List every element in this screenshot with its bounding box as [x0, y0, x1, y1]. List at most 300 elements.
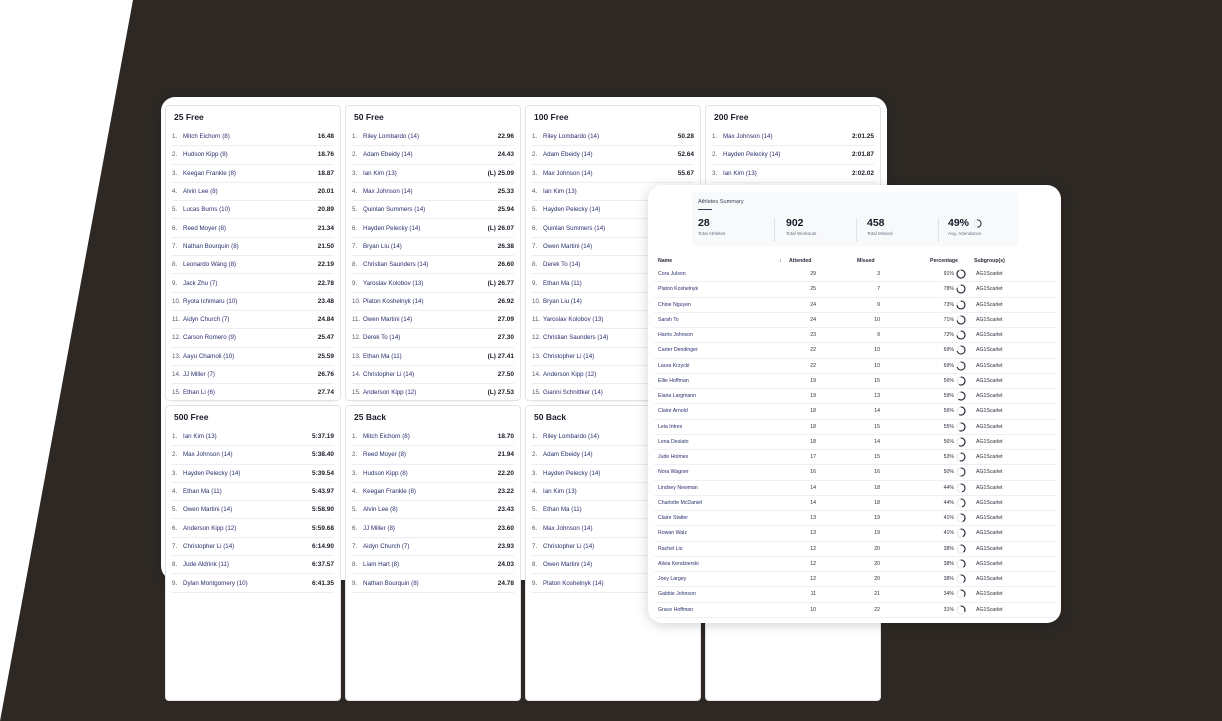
athlete-link[interactable]: Yaroslav Kolobov (13) [363, 279, 424, 287]
swim-time: 6:41.35 [311, 579, 334, 587]
athlete-link[interactable]: Max Johnson (14) [183, 451, 233, 459]
athlete-link[interactable]: Reed Moyer (8) [363, 451, 406, 459]
athlete-name: Platon Koshelnyk [658, 286, 699, 293]
divider [938, 218, 939, 242]
sort-arrow-icon[interactable]: ↓ [779, 258, 782, 264]
rank-number: 14. [352, 371, 361, 378]
athlete-link[interactable]: Owen Martini (14) [183, 506, 233, 514]
table-row[interactable] [654, 420, 1056, 435]
athlete-link[interactable]: JJ Miller (7) [183, 371, 215, 378]
column-percentage-header[interactable]: Percentage [930, 258, 958, 264]
athlete-link[interactable]: Ian Kim (13) [723, 169, 757, 177]
table-row[interactable] [654, 282, 1056, 297]
swim-time: 24.03 [497, 561, 514, 569]
progress-ring [956, 437, 966, 447]
athlete-name: Sarah To [658, 316, 679, 323]
swim-time: 27.74 [317, 389, 334, 397]
athlete-link[interactable]: Leonardo Wang (8) [183, 261, 237, 269]
attended-count: 16 [810, 469, 816, 476]
missed-count: 10 [874, 316, 880, 323]
subgroup-label: AG1Scarlet [976, 469, 1003, 476]
athlete-link[interactable]: Gianni Schnittker (14) [543, 389, 603, 397]
subgroup-label: AG1Scarlet [976, 454, 1003, 460]
leaderboard-row [352, 574, 514, 592]
athlete-link[interactable]: Mitch Eichorn (8) [363, 433, 410, 441]
athlete-link[interactable]: Nathan Bourquin (8) [183, 242, 239, 250]
athlete-link[interactable]: Adam Ebeidy (14) [543, 451, 593, 459]
table-row[interactable] [654, 435, 1056, 450]
subgroup-label: AG1Scarlet [976, 362, 1003, 369]
athlete-link[interactable]: Hayden Pelecky (14) [183, 469, 241, 477]
progress-ring-icon [956, 574, 966, 586]
missed-count: 16 [874, 469, 880, 476]
athlete-name: Charlotte McDaniel [658, 499, 703, 506]
leaderboard-row [172, 465, 334, 483]
event-card [345, 105, 521, 401]
rank-number: 8. [172, 561, 178, 569]
stat-total-missed [867, 217, 947, 236]
progress-ring [956, 422, 966, 432]
athlete-name: Ellie Hoffman [658, 377, 689, 384]
stat-value [948, 217, 1028, 229]
event-title: 100 Free [534, 112, 569, 122]
swim-time: 5:43.97 [311, 488, 334, 496]
progress-ring-icon [956, 315, 966, 327]
progress-ring-icon [956, 467, 966, 479]
table-row[interactable] [654, 328, 1056, 343]
athlete-link[interactable]: Max Johnson (14) [723, 133, 773, 141]
leaderboard-row [172, 311, 334, 329]
leaderboard-row [172, 238, 334, 256]
column-name-header[interactable]: Name [658, 258, 673, 264]
athlete-link[interactable]: Aayu Chamoli (10) [183, 352, 235, 360]
attended-count: 18 [810, 438, 816, 445]
attended-count: 14 [810, 484, 816, 491]
missed-count: 19 [874, 530, 880, 537]
athlete-link[interactable]: Ian Kim (13) [543, 188, 577, 196]
athlete-link[interactable]: Christopher Li (14) [363, 371, 415, 378]
column-missed-header[interactable]: Missed [857, 258, 875, 264]
attended-count: 29 [810, 271, 816, 277]
athlete-link[interactable]: Derek To (14) [363, 334, 401, 342]
rank-number: 15. [352, 389, 361, 397]
progress-ring-icon [956, 559, 966, 571]
rank-number: 9. [352, 579, 358, 587]
athlete-link[interactable]: Jude Aldrink (11) [183, 561, 229, 569]
missed-count: 18 [874, 484, 880, 491]
rank-number: 7. [532, 242, 538, 250]
athlete-name: Harris Johnson [658, 332, 693, 338]
subgroup-label: AG1Scarlet [976, 438, 1003, 445]
athlete-link[interactable]: Carson Romero (9) [183, 334, 236, 342]
rank-number: 9. [532, 279, 538, 287]
table-row[interactable] [654, 404, 1056, 419]
progress-ring [956, 406, 966, 416]
athlete-link[interactable]: Christopher Li (14) [543, 542, 595, 550]
ring-progress [961, 499, 965, 507]
athlete-link[interactable]: Ethan Ma (11) [183, 488, 222, 496]
swim-time: 23.22 [497, 488, 514, 496]
missed-count: 22 [874, 606, 880, 613]
stat-avg-attendance [948, 217, 1028, 236]
rank-number: 1. [712, 133, 718, 141]
table-row[interactable] [654, 450, 1056, 465]
athlete-link[interactable]: Ian Kim (13) [363, 169, 397, 177]
rank-number: 13. [352, 352, 361, 360]
leaderboard-row [172, 574, 334, 592]
subgroup-label: AG1Scarlet [976, 545, 1003, 552]
leaderboard-row [172, 556, 334, 574]
athlete-link[interactable]: Riley Lombardo (14) [363, 133, 420, 141]
rank-number: 7. [352, 242, 358, 250]
athlete-link[interactable]: Derek To (14) [543, 261, 581, 269]
table-row[interactable] [654, 313, 1056, 328]
table-row[interactable] [654, 572, 1056, 587]
percentage-value: 38% [943, 545, 954, 552]
rank-number: 1. [532, 133, 538, 141]
attended-count: 11 [810, 591, 816, 598]
athlete-link[interactable]: Keegan Frankle (8) [183, 169, 236, 177]
subgroup-label: AG1Scarlet [976, 286, 1003, 293]
percentage-value: 73% [943, 301, 954, 308]
table-row[interactable] [654, 298, 1056, 313]
stat-value: 28 [698, 217, 710, 229]
missed-count: 14 [874, 408, 880, 415]
athlete-link[interactable]: Owen Martini (14) [363, 316, 413, 324]
leaderboard-row [352, 501, 514, 519]
athlete-link[interactable]: Owen Martini (14) [543, 242, 593, 250]
event-title: 25 Free [174, 112, 204, 122]
table-row[interactable] [654, 343, 1056, 358]
stat-label: Total Athletes [698, 231, 726, 236]
percentage-value: 69% [943, 362, 954, 369]
rank-number: 12. [532, 334, 541, 342]
athlete-link[interactable]: Max Johnson (14) [543, 169, 593, 177]
progress-ring-icon [956, 483, 966, 495]
progress-ring-icon [956, 605, 966, 617]
athlete-link[interactable]: Quinlan Summers (14) [543, 224, 606, 232]
progress-ring-icon [956, 437, 966, 449]
athlete-link[interactable]: Adam Ebeidy (14) [543, 151, 593, 159]
athlete-link[interactable]: Quinlan Summers (14) [363, 206, 426, 214]
swim-time: 22.78 [317, 279, 334, 287]
progress-ring-icon [956, 422, 966, 434]
athlete-link[interactable]: Riley Lombardo (14) [543, 133, 600, 141]
athlete-link[interactable]: Christopher Li (14) [183, 542, 235, 550]
progress-ring-icon [956, 391, 966, 403]
table-row[interactable] [654, 526, 1056, 541]
athlete-link[interactable]: Christopher Li (14) [543, 352, 595, 360]
athlete-link[interactable]: Mitch Eichorn (8) [183, 133, 230, 141]
athlete-link[interactable]: Ian Kim (13) [543, 488, 577, 496]
athlete-link[interactable]: Lucas Burns (10) [183, 206, 231, 214]
table-row[interactable] [654, 359, 1056, 374]
athlete-name: Joey Largey [658, 576, 687, 582]
swim-time: 23.48 [317, 297, 334, 305]
rank-number: 7. [172, 542, 178, 550]
leaderboard-row [172, 329, 334, 347]
athlete-link[interactable]: Dylan Montgomery (10) [183, 579, 248, 587]
rank-number: 12. [352, 334, 361, 342]
progress-ring-icon [956, 330, 966, 342]
swim-time: 18.87 [317, 169, 334, 177]
swim-time: 2:02.02 [851, 169, 874, 177]
rank-number: 1. [532, 433, 538, 441]
subgroup-label: AG1Scarlet [976, 408, 1003, 415]
swim-time: 27.30 [497, 334, 514, 342]
athlete-link[interactable]: Anderson Kipp (12) [183, 524, 237, 532]
percentage-value: 41% [943, 530, 954, 537]
athlete-link[interactable]: Anderson Kipp (12) [543, 371, 597, 378]
percentage-value: 59% [943, 393, 954, 399]
progress-ring [956, 589, 966, 599]
swim-time: 22.96 [497, 133, 514, 141]
athlete-link[interactable]: Christian Saunders (14) [543, 334, 609, 342]
rank-number: 7. [172, 242, 178, 250]
leaderboard-row [712, 128, 874, 146]
leaderboard-row [712, 165, 874, 183]
table-row[interactable] [654, 267, 1056, 282]
rank-number: 9. [532, 579, 538, 587]
stat-total-workouts [786, 217, 866, 236]
rank-number: 4. [172, 188, 178, 196]
rank-number: 2. [352, 151, 358, 159]
missed-count: 20 [874, 545, 880, 552]
leaderboard-row [712, 146, 874, 164]
attended-count: 19 [810, 393, 816, 399]
table-row[interactable] [654, 496, 1056, 511]
attendance-table-body [654, 267, 1056, 623]
ring-progress [957, 270, 965, 278]
attended-count: 24 [810, 301, 816, 308]
progress-ring-icon [956, 284, 966, 296]
athlete-link[interactable]: Platon Koshelnyk (14) [363, 297, 424, 305]
progress-ring-icon [956, 513, 966, 525]
athlete-link[interactable]: Ian Kim (13) [183, 433, 217, 441]
subgroup-label: AG1Scarlet [976, 530, 1003, 537]
percentage-value: 53% [943, 454, 954, 460]
athlete-link[interactable]: Hayden Pelecky (14) [543, 469, 601, 477]
table-row[interactable] [654, 603, 1056, 618]
subgroup-label: AG1Scarlet [976, 316, 1003, 323]
athlete-link[interactable]: Owen Martini (14) [543, 561, 593, 569]
athlete-link[interactable]: Alvin Lee (8) [363, 506, 398, 514]
athlete-link[interactable]: Liam Hart (8) [363, 561, 400, 569]
attended-count: 17 [810, 454, 816, 460]
athlete-link[interactable]: Aidyn Church (7) [183, 316, 230, 324]
column-attended-header[interactable]: Attended [789, 258, 812, 264]
athlete-link[interactable]: Ethan Ma (11) [543, 506, 582, 514]
swim-time: 24.84 [317, 316, 334, 324]
swim-time: 20.01 [317, 188, 334, 196]
athlete-link[interactable]: Jack Zhu (7) [183, 279, 218, 287]
attended-count: 23 [810, 332, 816, 338]
event-title: 200 Free [714, 112, 749, 122]
divider [856, 218, 857, 242]
athlete-link[interactable]: Yaroslav Kolobov (13) [543, 316, 604, 324]
leaderboard-row [352, 293, 514, 311]
swim-time: 18.70 [497, 433, 514, 441]
progress-ring [956, 361, 966, 371]
attended-count: 18 [810, 423, 816, 430]
progress-ring-icon [956, 589, 966, 601]
attended-count: 22 [810, 347, 816, 354]
table-row[interactable] [654, 465, 1056, 480]
athlete-link[interactable]: Hayden Pelecky (14) [723, 151, 781, 159]
attended-count: 12 [810, 560, 816, 567]
rank-number: 3. [532, 469, 538, 477]
swim-time: 25.33 [497, 188, 514, 196]
leaderboard-row [352, 146, 514, 164]
swim-time: 5:38.40 [311, 451, 334, 459]
percentage-value: 44% [943, 484, 954, 491]
athlete-link[interactable]: Ethan Li (6) [183, 389, 215, 397]
athlete-name: Cora Julson [658, 271, 686, 277]
percentage-value: 44% [943, 499, 954, 506]
rank-number: 1. [352, 433, 358, 441]
percentage-value: 41% [943, 515, 954, 521]
progress-ring [956, 345, 966, 355]
rank-number: 5. [172, 506, 178, 514]
swim-time: 25.59 [317, 352, 334, 360]
table-row[interactable] [654, 481, 1056, 496]
missed-count: 13 [874, 393, 880, 399]
swim-time: 25.94 [497, 206, 514, 214]
table-row[interactable] [654, 374, 1056, 389]
athlete-link[interactable]: Platon Koshelnyk (14) [543, 579, 604, 587]
athlete-name: Gabbie Johnson [658, 591, 696, 598]
leaderboard-row [172, 538, 334, 556]
table-row[interactable] [654, 389, 1056, 404]
rank-number: 5. [172, 206, 178, 214]
summary-tab[interactable]: Athletes Summary [698, 199, 744, 205]
athlete-link[interactable]: Bryan Liu (14) [543, 297, 582, 305]
table-row[interactable] [654, 511, 1056, 526]
attended-count: 18 [810, 408, 816, 415]
missed-count: 15 [874, 423, 880, 430]
leaderboard-row [352, 428, 514, 446]
leaderboard-row [172, 483, 334, 501]
athlete-link[interactable]: Ryota Ichimaru (10) [183, 297, 238, 305]
athlete-link[interactable]: JJ Miller (8) [363, 524, 395, 532]
rank-number: 6. [352, 224, 358, 232]
rank-number: 3. [172, 469, 178, 477]
athlete-link[interactable]: Hayden Pelecky (14) [363, 224, 421, 232]
leaderboard-row [352, 219, 514, 237]
athlete-link[interactable]: Christian Saunders (14) [363, 261, 429, 269]
swim-time: (L) 27.41 [487, 352, 514, 360]
rank-number: 11. [172, 316, 181, 324]
athlete-link[interactable]: Ethan Ma (11) [543, 279, 582, 287]
ring-progress [960, 407, 965, 415]
leaderboard-row [352, 183, 514, 201]
swim-time: (L) 25.09 [487, 169, 514, 177]
athlete-link[interactable]: Aidyn Church (7) [363, 542, 410, 550]
missed-count: 10 [874, 347, 880, 354]
athlete-link[interactable]: Anderson Kipp (12) [363, 389, 417, 397]
rank-number: 12. [172, 334, 181, 342]
leaderboard-row [352, 329, 514, 347]
leaderboard-row [172, 501, 334, 519]
athlete-link[interactable]: Riley Lombardo (14) [543, 433, 600, 441]
athlete-link[interactable]: Adam Ebeidy (14) [363, 151, 413, 159]
table-row[interactable] [654, 587, 1056, 602]
athlete-link[interactable]: Hudson Kipp (8) [183, 151, 228, 159]
percentage-value: 71% [943, 316, 954, 323]
rank-number: 9. [172, 579, 178, 587]
swim-time: 2:01.87 [851, 151, 874, 159]
percentage-value: 34% [943, 591, 954, 598]
athlete-link[interactable]: Hudson Kipp (8) [363, 469, 408, 477]
swim-time: 5:58.90 [311, 506, 334, 514]
swim-time: 18.76 [317, 151, 334, 159]
athlete-link[interactable]: Bryan Liu (14) [363, 242, 402, 250]
rank-number: 5. [352, 506, 358, 514]
athlete-name: Laura Krzycki [658, 362, 690, 369]
rank-number: 15. [532, 389, 541, 397]
progress-ring [956, 513, 966, 523]
table-row[interactable] [654, 542, 1056, 557]
attended-count: 12 [810, 576, 816, 582]
athlete-link[interactable]: Max Johnson (14) [543, 524, 593, 532]
rank-number: 10. [352, 297, 361, 305]
leaderboard-row [352, 238, 514, 256]
swim-time: 26.76 [317, 371, 334, 378]
leaderboard-row [352, 556, 514, 574]
athlete-name: Jude Holmes [658, 454, 689, 460]
rank-number: 2. [712, 151, 718, 159]
rank-number: 4. [532, 488, 538, 496]
ring-progress [961, 484, 965, 492]
athlete-link[interactable]: Alvin Lee (8) [183, 188, 218, 196]
event-card [165, 405, 341, 701]
rank-number: 11. [532, 316, 541, 324]
rank-number: 6. [532, 524, 538, 532]
rank-number: 4. [352, 488, 358, 496]
athlete-link[interactable]: Max Johnson (14) [363, 188, 413, 196]
swim-time: 5:37.19 [311, 433, 334, 441]
leaderboard-row [172, 165, 334, 183]
column-subgroup-header[interactable]: Subgroup(s) [974, 258, 1005, 264]
leaderboard-row [532, 165, 694, 183]
rank-number: 1. [172, 433, 178, 441]
athletes-summary-panel [692, 192, 1018, 246]
percentage-value: 38% [943, 576, 954, 582]
athlete-link[interactable]: Keegan Frankle (8) [363, 488, 416, 496]
rank-number: 11. [352, 316, 361, 324]
athlete-link[interactable]: Hayden Pelecky (14) [543, 206, 601, 214]
progress-ring [956, 330, 966, 340]
leaderboard-row [352, 519, 514, 537]
leaderboard-row [352, 128, 514, 146]
swim-time: 6:14.90 [311, 542, 334, 550]
event-title: 25 Back [354, 412, 387, 422]
swim-time: 23.93 [497, 542, 514, 550]
table-row[interactable] [654, 557, 1056, 572]
athlete-name: Carter Dendinger [658, 347, 698, 354]
progress-ring-icon [973, 219, 982, 228]
progress-ring [956, 605, 966, 615]
athlete-link[interactable]: Nathan Bourquin (8) [363, 579, 419, 587]
swim-time: 21.34 [317, 224, 334, 232]
athlete-link[interactable]: Ethan Ma (11) [363, 352, 402, 360]
missed-count: 15 [874, 377, 880, 384]
rank-number: 4. [172, 488, 178, 496]
athlete-link[interactable]: Reed Moyer (8) [183, 224, 226, 232]
swim-time: 24.43 [497, 151, 514, 159]
rank-number: 3. [172, 169, 178, 177]
progress-ring [956, 376, 966, 386]
